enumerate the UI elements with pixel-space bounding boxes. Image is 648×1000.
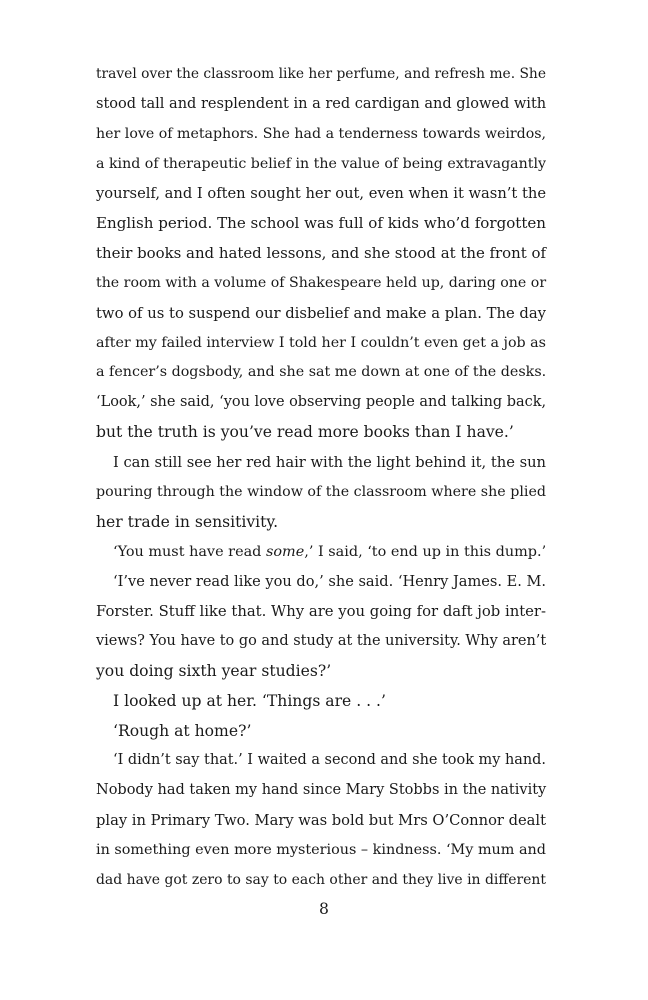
text-line: her love of metaphors. She had a tenderness towards weirdos, xyxy=(96,125,546,142)
text-line: ‘I’ve never read like you do,’ she said. ‘Henry James. E. M. xyxy=(113,573,546,591)
text-line: but the truth is you’ve read more books than I have.’ xyxy=(96,423,514,442)
text-line: stood tall and resplendent in a red cardigan and glowed with xyxy=(96,95,547,112)
page-number: 8 xyxy=(319,900,329,918)
text-line: a fencer’s dogsbody, and she sat me down at one of the desks. xyxy=(96,364,547,381)
text-line: their books and hated lessons, and she stood at the front of xyxy=(96,244,547,263)
text-line: her trade in sensitivity. xyxy=(96,512,279,531)
text-line: after my failed interview I told her I couldn’t even get a job as xyxy=(96,334,546,351)
text-line: Forster. Stuff like that. Why are you going for daft job inter- xyxy=(96,603,546,621)
text-segment: ‘You must have read xyxy=(113,543,266,560)
text-line: dad have got zero to say to each other and they live in different xyxy=(96,871,546,888)
text-segment: ,’ I said, ‘to end up in this dump.’ xyxy=(304,543,547,560)
text-line: views? You have to go and study at the university. Why aren’t xyxy=(96,633,547,650)
text-line: I looked up at her. ‘Things are . . .’ xyxy=(113,691,386,710)
text-line: in something even more mysterious – kindness. ‘My mum and xyxy=(96,841,546,858)
text-line: Nobody had taken my hand since Mary Stobbs in the nativity xyxy=(96,782,547,799)
emphasis-text: some xyxy=(265,543,305,560)
text-line: travel over the classroom like her perfume, and refresh me. She xyxy=(96,66,546,82)
text-line: ‘Look,’ she said, ‘you love observing people and talking back, xyxy=(96,394,547,411)
text-line: you doing sixth year studies?’ xyxy=(96,661,332,680)
text-line: ‘Rough at home?’ xyxy=(113,721,252,740)
text-line: I can still see her red hair with the light behind it, the sun xyxy=(113,453,546,471)
text-line: yourself, and I often sought her out, even when it wasn’t the xyxy=(96,185,546,203)
text-line: two of us to suspend our disbelief and make a plan. The day xyxy=(96,304,546,322)
text-line: a kind of therapeutic belief in the value of being extravagantly xyxy=(96,155,546,172)
text-line: English period. The school was full of kids who’d forgotten xyxy=(96,214,546,233)
text-line: the room with a volume of Shakespeare held up, daring one or xyxy=(96,274,547,291)
text-line: play in Primary Two. Mary was bold but Mrs O’Connor dealt xyxy=(96,812,546,830)
text-line xyxy=(96,538,546,568)
text-line: pouring through the window of the classroom where she plied xyxy=(96,483,546,500)
text-line: ‘I didn’t say that.’ I waited a second and she took my hand. xyxy=(113,752,546,769)
body-text xyxy=(96,60,546,896)
